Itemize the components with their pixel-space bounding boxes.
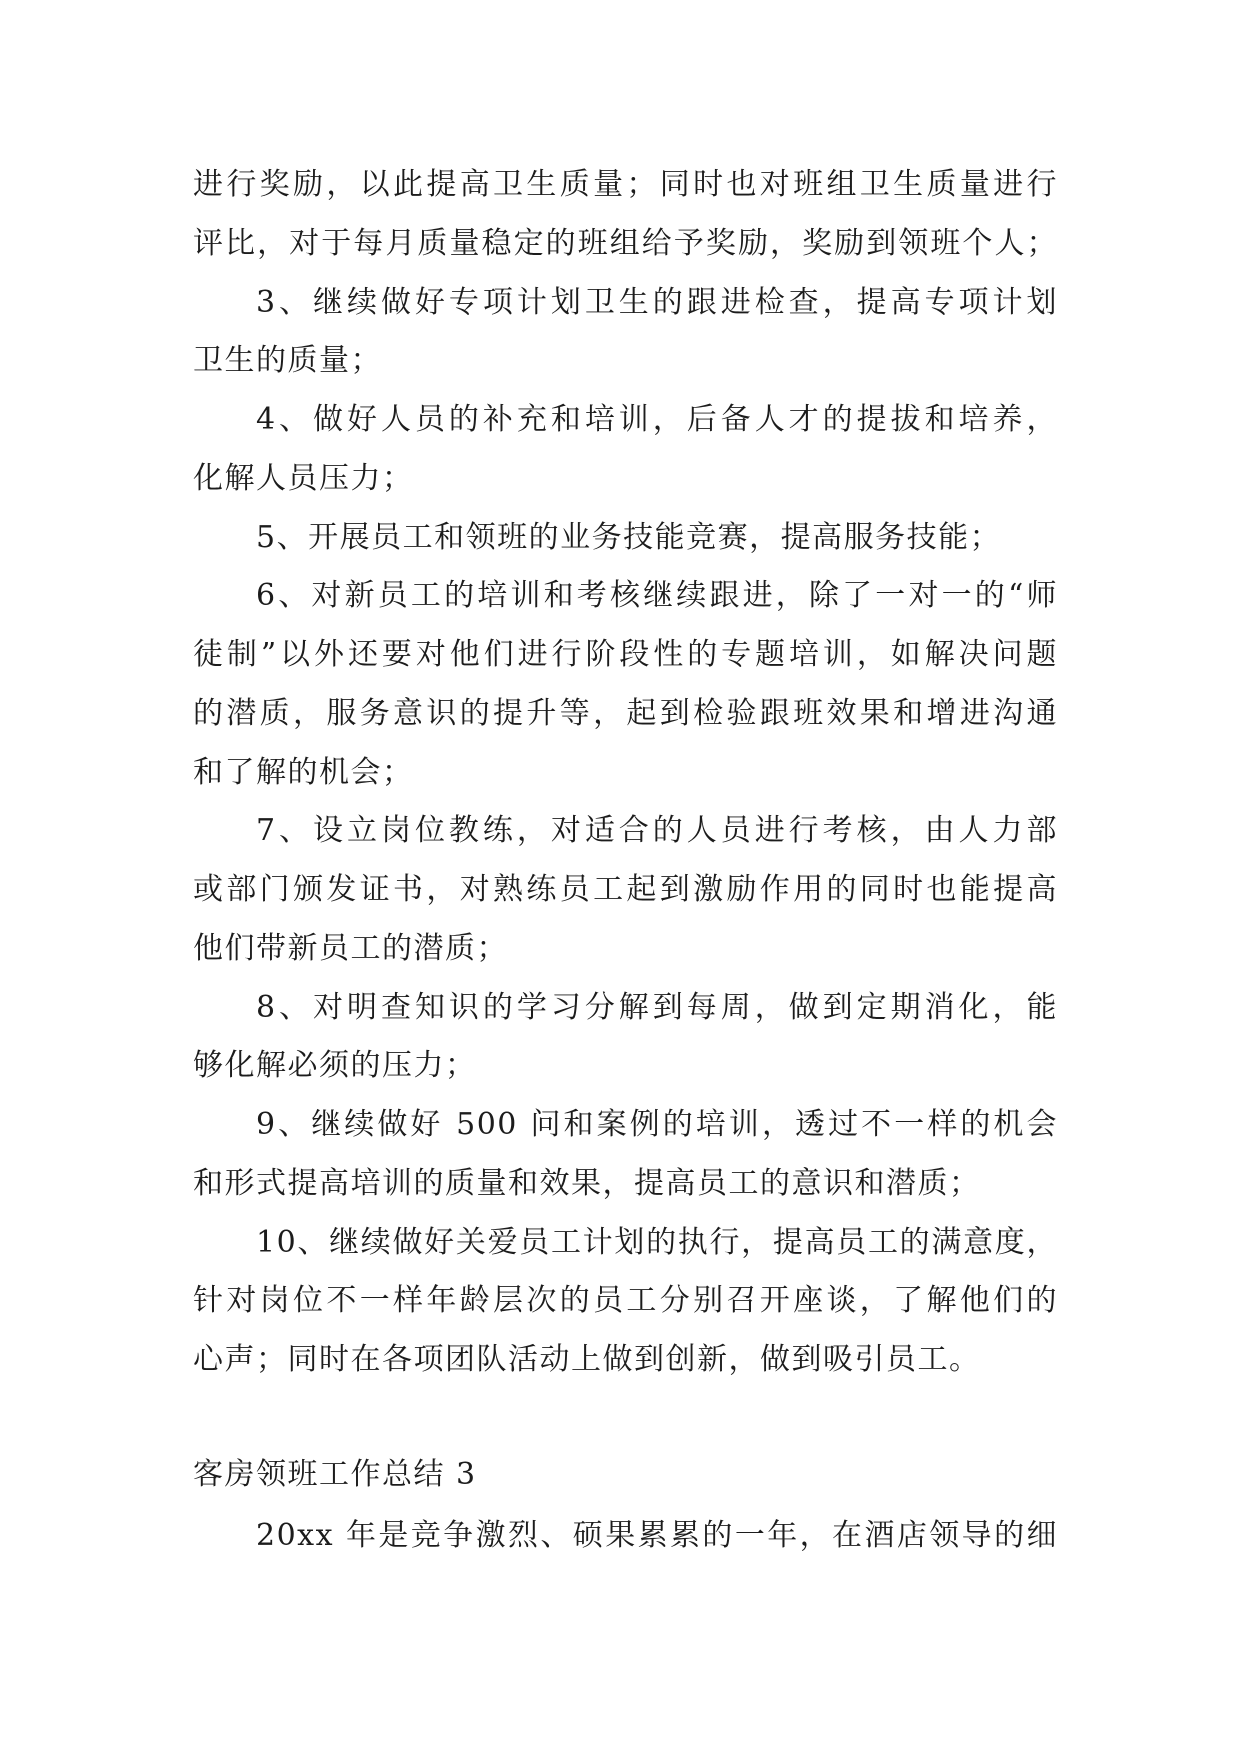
text-line: 6、对新员工的培训和考核继续跟进，除了一对一的“师 — [256, 578, 1058, 614]
list-item-3 — [193, 274, 1058, 392]
text-line: 20xx 年是竞争激烈、硕果累累的一年，在酒店领导的细 — [256, 1517, 1058, 1553]
section-paragraph — [193, 1507, 1058, 1566]
text-line: 3、继续做好专项计划卫生的跟进检查，提高专项计划 — [256, 284, 1058, 320]
list-item-10 — [193, 1214, 1058, 1390]
text-line: 心声；同时在各项团队活动上做到创新，做到吸引员工。 — [193, 1342, 981, 1377]
text-line: 化解人员压力； — [193, 460, 414, 496]
text-line: 够化解必须的压力； — [193, 1048, 477, 1084]
text-line: 9、继续做好 500 问和案例的培训，透过不一样的机会 — [256, 1107, 1058, 1142]
list-item-4 — [193, 391, 1058, 509]
text-line: 评比，对于每月质量稳定的班组给予奖励，奖励到领班个人； — [193, 225, 1058, 261]
list-item-6 — [193, 567, 1058, 802]
text-line: 7、设立岗位教练，对适合的人员进行考核，由人力部 — [256, 813, 1058, 849]
text-line: 和了解的机会； — [193, 754, 414, 790]
text-line: 针对岗位不一样年龄层次的员工分别召开座谈，了解他们的 — [193, 1283, 1058, 1319]
document-page — [193, 156, 1058, 1565]
text-line: 5、开展员工和领班的业务技能竞赛，提高服务技能； — [256, 519, 1002, 555]
text-line: 进行奖励，以此提高卫生质量；同时也对班组卫生质量进行 — [193, 167, 1058, 202]
paragraph-continued — [193, 156, 1058, 274]
section-heading: 客房领班工作总结 3 — [193, 1456, 477, 1492]
text-line: 4、做好人员的补充和培训，后备人才的提拔和培养， — [256, 402, 1058, 437]
text-line: 10、继续做好关爱员工计划的执行，提高员工的满意度， — [256, 1224, 1058, 1260]
list-item-9 — [193, 1096, 1058, 1214]
text-line: 8、对明查知识的学习分解到每周，做到定期消化，能 — [256, 989, 1058, 1025]
list-item-8 — [193, 979, 1058, 1097]
text-line: 的潜质，服务意识的提升等，起到检验跟班效果和增进沟通 — [193, 695, 1058, 731]
text-line: 卫生的质量； — [193, 343, 382, 379]
list-item-7 — [193, 802, 1058, 978]
text-line: 他们带新员工的潜质； — [193, 930, 508, 966]
text-line: 或部门颁发证书，对熟练员工起到激励作用的同时也能提高 — [193, 872, 1058, 907]
list-item-5 — [193, 509, 1058, 568]
text-line: 和形式提高培训的质量和效果，提高员工的意识和潜质； — [193, 1165, 981, 1201]
text-line: 徒制”以外还要对他们进行阶段性的专题培训，如解决问题 — [193, 637, 1058, 672]
